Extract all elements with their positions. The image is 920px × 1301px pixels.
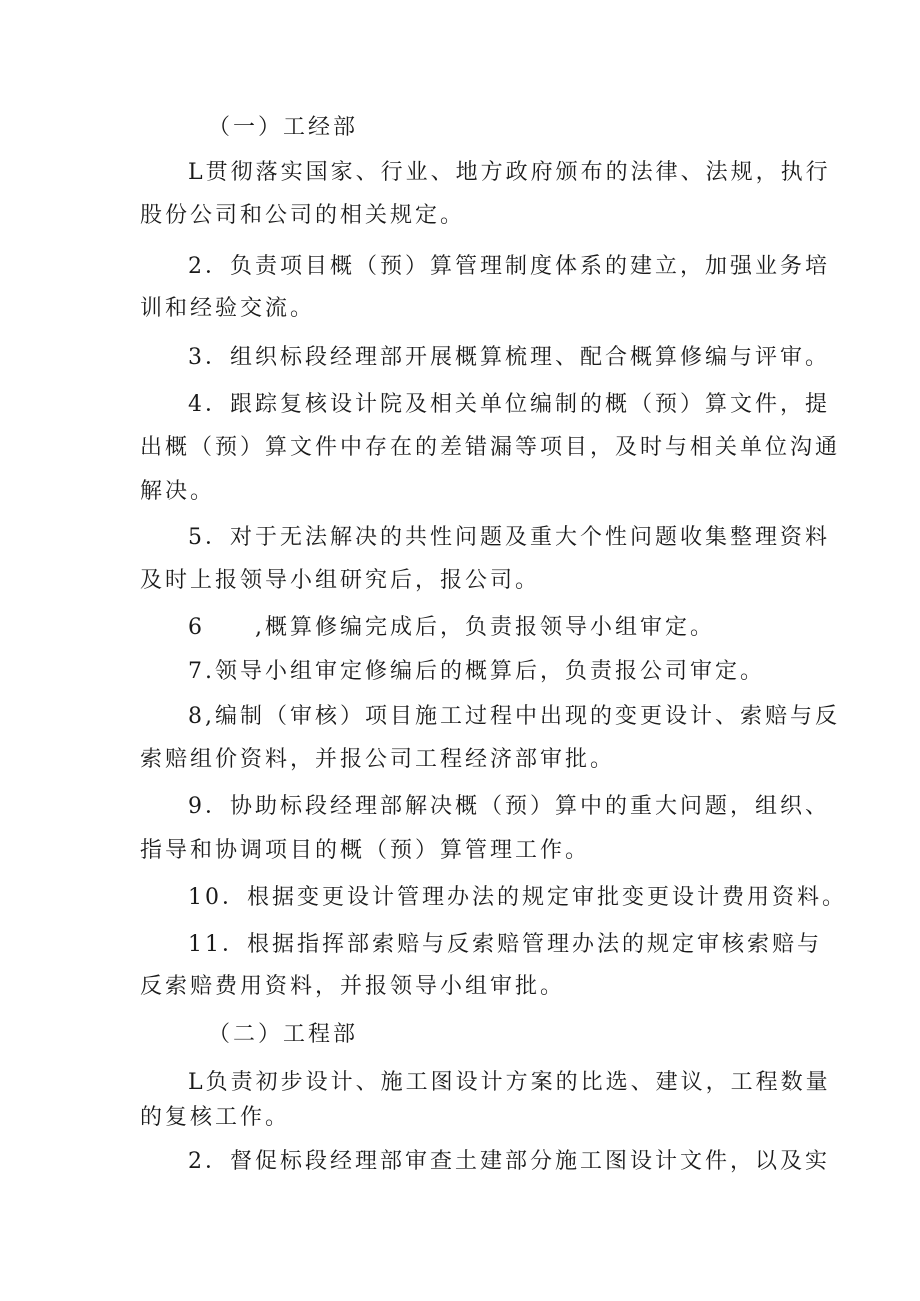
item-9-line-2: 指导和协调项目的概（预）算管理工作。	[140, 838, 591, 863]
s2-item-1-line-2: 的复核工作。	[140, 1105, 291, 1130]
item-4-line-1: 4．跟踪复核设计院及相关单位编制的概（预）算文件，提	[188, 392, 830, 417]
item-4-line-2: 出概（预）算文件中存在的差错漏等项目，及时与相关单位沟通	[140, 435, 841, 460]
item-11-line-1: 11．根据指挥部索赔与反索赔管理办法的规定审核索赔与	[188, 932, 822, 957]
item-1-line-1: L贯彻落实国家、行业、地方政府颁布的法律、法规，执行	[188, 160, 831, 185]
item-6-line-1: 6 ,概算修编完成后，负责报领导小组审定。	[188, 615, 715, 640]
section-heading-gongchengbu: （二）工程部	[208, 1022, 359, 1047]
item-8-line-1: 8,编制（审核）项目施工过程中出现的变更设计、索赔与反	[188, 704, 840, 729]
item-10-line-1: 10．根据变更设计管理办法的规定审批变更设计费用资料。	[188, 885, 847, 910]
item-5-line-2: 及时上报领导小组研究后，报公司。	[140, 568, 541, 593]
section-heading-gongjingbu: （一）工经部	[208, 115, 359, 140]
s2-item-2-line-1: 2．督促标段经理部审查土建部分施工图设计文件，以及实	[188, 1149, 830, 1174]
item-5-line-1: 5．对于无法解决的共性问题及重大个性问题收集整理资料	[188, 525, 830, 550]
item-1-line-2: 股份公司和公司的相关规定。	[140, 203, 466, 228]
item-11-line-2: 反索赔费用资料，并报领导小组审批。	[140, 974, 566, 999]
item-4-line-3: 解决。	[140, 479, 216, 504]
item-8-line-2: 索赔组价资料，并报公司工程经济部审批。	[140, 747, 616, 772]
item-7-line-1: 7.领导小组审定修编后的概算后，负责报公司审定。	[188, 659, 765, 684]
item-9-line-1: 9．协助标段经理部解决概（预）算中的重大问题，组织、	[188, 794, 830, 819]
s2-item-1-line-1: L负责初步设计、施工图设计方案的比选、建议，工程数量	[188, 1070, 831, 1095]
item-2-line-2: 训和经验交流。	[140, 296, 316, 321]
item-2-line-1: 2．负责项目概（预）算管理制度体系的建立，加强业务培	[188, 254, 830, 279]
item-3-line-1: 3．组织标段经理部开展概算梳理、配合概算修编与评审。	[188, 345, 830, 370]
